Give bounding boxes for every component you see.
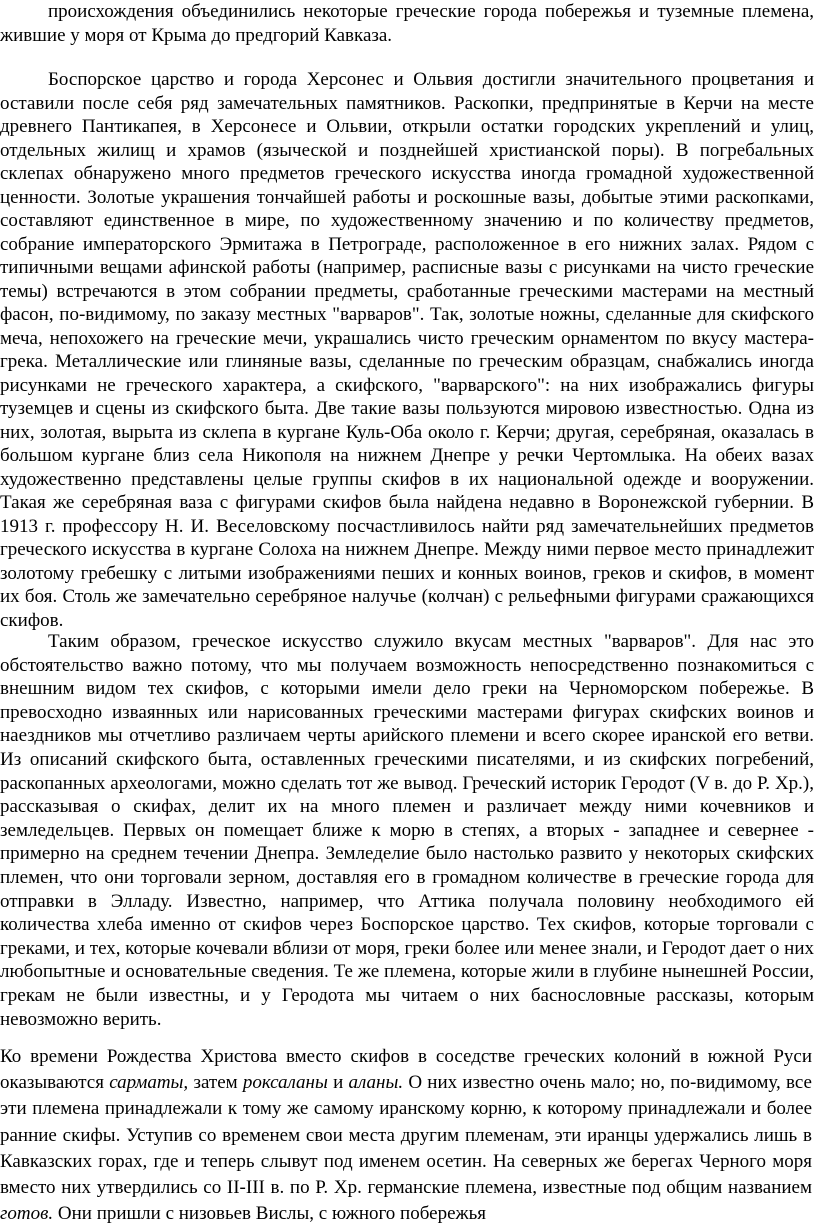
- term-alany: аланы.: [348, 1072, 404, 1094]
- paragraph-4-text-5: Они пришли с низовьев Вислы, с южного побережья: [53, 1203, 487, 1225]
- paragraph-4-text-2: затем: [188, 1072, 243, 1094]
- paragraph-2: Боспорское царство и города Херсонес и Ольвия достигли значительного процветания и оставили после себя ряд замечательных памятников. Раскопки, предпринятые в Керчи на месте древнего Пантикапея, в Херсонесе и Ольвии, открыли остатки городских укреплений и улиц, отдельных жилищ и храмов (языческой и позднейшей христианской поры). В погребальных склепах обнаружено много предметов греческого искусства иногда громадной художественной ценности. Золотые украшения тончайшей работы и роскошные вазы, добытые этими раскопками, составляют единственное в мире, по художественному значению и по количеству предметов, собрание императорского Эрмитажа в Петрограде, расположенное в его нижних залах. Рядом с типичными вещами афинской работы (например, расписные вазы с рисунками на чисто греческие темы) встречаются в этом собрании предметы, сработанные греческими мастерами на местный фасон, по-видимому, по заказу местных "варваров". Так, золотые ножны, сделанные для скифского меча, непохожего на греческие мечи, украшались чисто греческим орнаментом по вкусу мастера-грека. Металлические или глиняные вазы, сделанные по греческим образцам, снабжались иногда рисунками не греческого характера, а скифского, "варварского": на них изображались фигуры туземцев и сцены из скифского быта. Две такие вазы пользуются мировою известностью. Одна из них, золотая, вырыта из склепа в кургане Куль-Оба около г. Керчи; другая, серебряная, оказалась в большом кургане близ села Никополя на нижнем Днепре у речки Чертомлыка. На обеих вазах художественно представлены целые группы скифов в их национальной одежде и вооружении. Такая же серебряная ваза с фигурами скифов была найдена недавно в Воронежской губернии. В 1913 г. профессору Н. И. Веселовскому посчастливилось найти ряд замечательнейших предметов греческого искусства в кургане Солоха на нижнем Днепре. Между ними первое место принадлежит золотому гребешку с литыми изображениями пеших и конных воинов, греков и скифов, в момент их боя. Столь же замечательно серебряное налучье (колчан) с рельефными фигурами сражающихся скифов.: [0, 69, 814, 631]
- paragraph-4-text-3: и: [327, 1072, 349, 1094]
- term-goty: готов.: [0, 1203, 54, 1225]
- paragraph-1: происхождения объединились некоторые греческие города побережья и туземные племена, жившие у моря от Крыма до предгорий Кавказа.: [0, 1, 814, 46]
- term-sarmaty: сарматы,: [109, 1072, 189, 1094]
- paragraph-3: Таким образом, греческое искусство служило вкусам местных "варваров". Для нас это обстоятельство важно потому, что мы получаем возможность непосредственно познакомиться с внешним видом тех скифов, с которыми имели дело греки на Черноморском побережье. В превосходно изваянных или нарисованных греческими мастерами фигурах скифских воинов и наездников мы отчетливо различаем черты арийского племени и всего скорее иранской его ветви. Из описаний скифского быта, оставленных греческими писателями, и из скифских погребений, раскопанных археологами, можно сделать тот же вывод. Греческий историк Геродот (V в. до Р. Хр.), рассказывая о скифах, делит их на много племен и различает между ними кочевников и земледельцев. Первых он помещает ближе к морю в степях, а вторых - западнее и севернее - примерно на среднем течении Днепра. Земледелие было настолько развито у некоторых скифских племен, что они торговали зерном, доставляя его в громадном количестве в греческие города для отправки в Элладу. Известно, например, что Аттика получала половину необходимого ей количества хлеба именно от скифов через Боспорское царство. Тех скифов, которые торговали с греками, и тех, которые кочевали вблизи от моря, греки более или менее знали, и Геродот дает о них любопытные и основательные сведения. Те же племена, которые жили в глубине нынешней России, грекам не были известны, и у Геродота мы читаем о них баснословные рассказы, которым невозможно верить.: [0, 631, 814, 1030]
- paragraph-4-text-4: О них известно очень мало; но, по-видимому, все эти племена принадлежали к тому же самому иранскому корню, к которому принадлежали и более ранние скифы. Уступив со временем свои места другим племенам, эти иранцы удержались лишь в Кавказских горах, где и теперь слывут под именем осетин. На северных же берегах Черного моря вместо них утвердились со II-III в. по Р. Хр. германские племена, известные под общим названием: [0, 1072, 812, 1199]
- term-roksalany: роксаланы: [242, 1072, 328, 1094]
- paragraph-4: [0, 1044, 812, 1227]
- paragraph-4-text-1: Ко времени Рождества Христова вместо скифов в соседстве греческих колоний в южной Руси оказываются: [0, 1046, 812, 1094]
